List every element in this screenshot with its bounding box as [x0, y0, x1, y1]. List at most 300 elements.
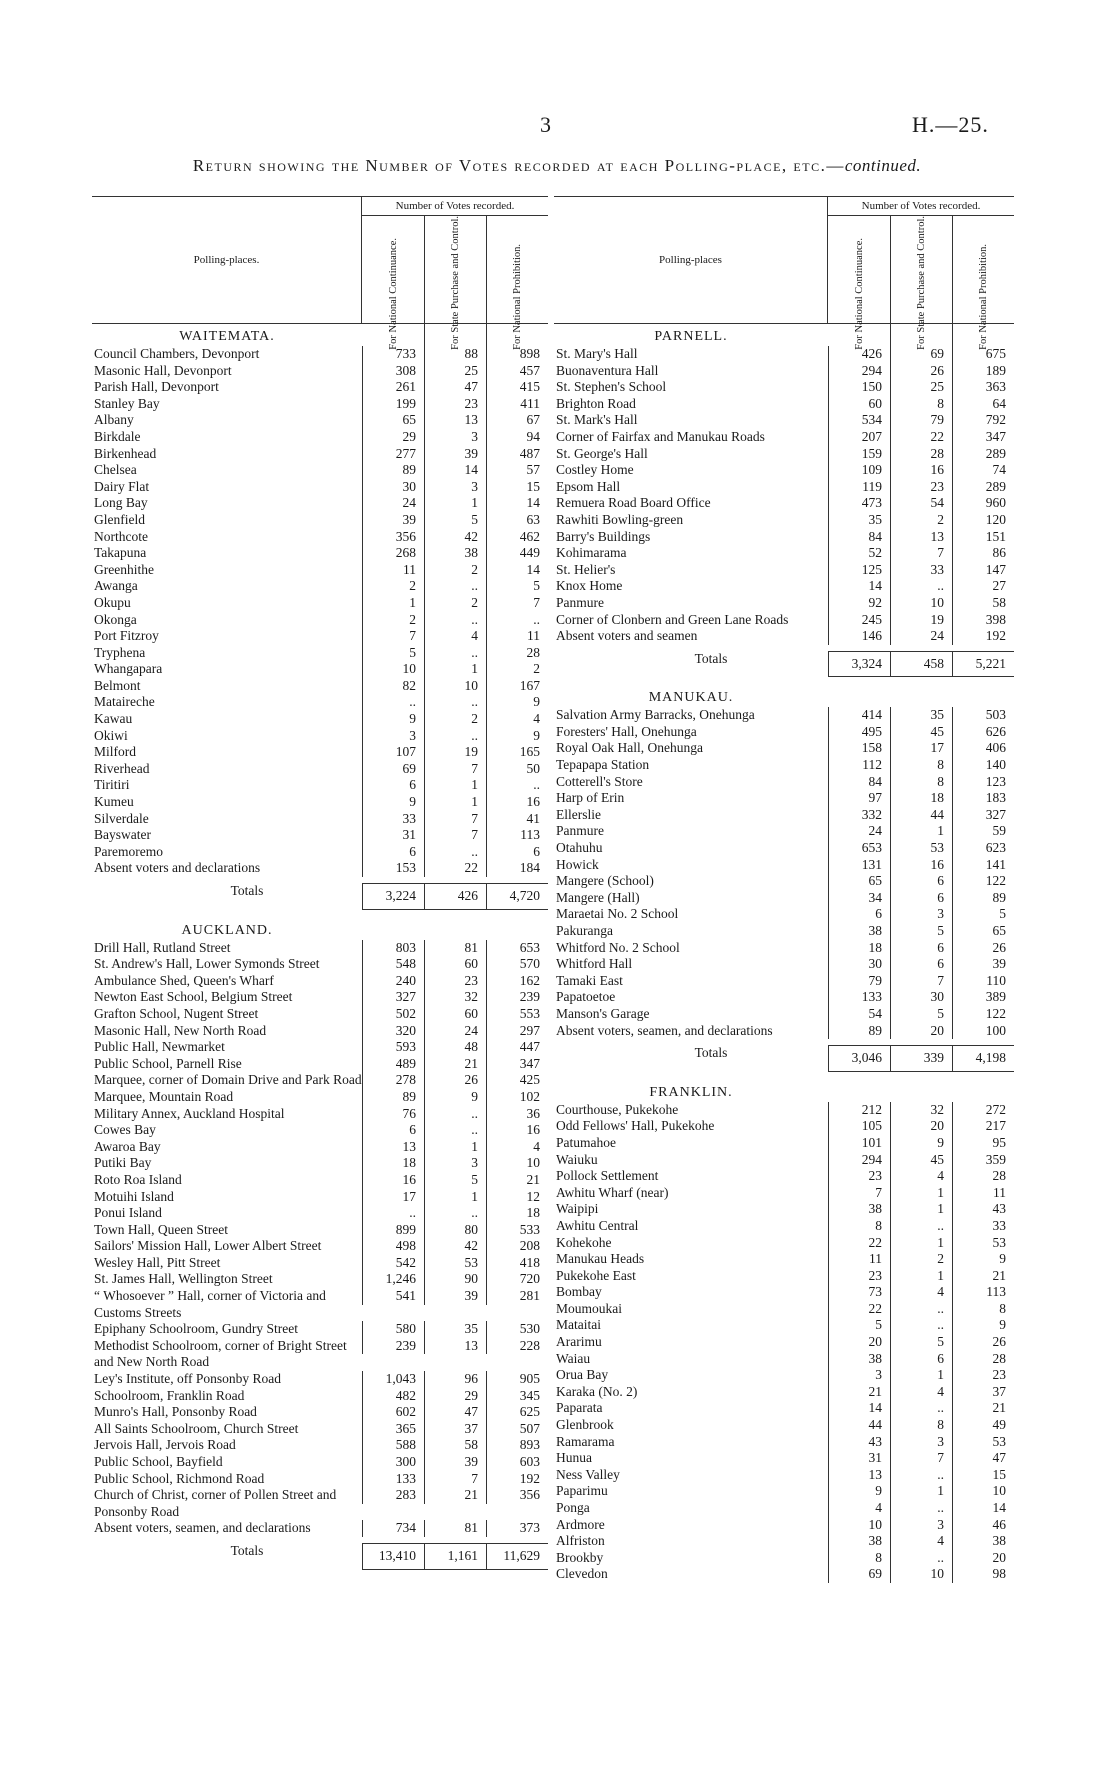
- votes-state-purchase: ..: [890, 578, 952, 595]
- votes-national-prohibition: 418: [486, 1255, 548, 1272]
- totals-label: Totals: [694, 1045, 728, 1061]
- polling-place: Cotterell's Store: [556, 773, 643, 789]
- polling-place: Panmure: [556, 594, 604, 610]
- polling-place: Ponga: [556, 1500, 590, 1515]
- votes-national-prohibition: 11: [486, 628, 548, 645]
- table-row: [92, 827, 548, 844]
- votes-national-continuance: 24: [828, 823, 890, 840]
- table-row: [554, 1268, 1014, 1285]
- votes-national-prohibition: 553: [486, 1006, 548, 1023]
- polling-place: Epiphany Schoolroom, Gundry Street: [94, 1321, 298, 1337]
- votes-national-prohibition: 49: [952, 1417, 1014, 1434]
- votes-national-continuance: 199: [362, 396, 424, 413]
- table-row: [554, 1450, 1014, 1467]
- votes-national-continuance: 125: [828, 562, 890, 579]
- votes-state-purchase: 1: [424, 1139, 486, 1156]
- votes-state-purchase: 1: [890, 1268, 952, 1285]
- votes-national-prohibition: 100: [952, 1023, 1014, 1040]
- table-row: [554, 1152, 1014, 1169]
- table-row: [554, 379, 1014, 396]
- votes-national-continuance: 9: [828, 1483, 890, 1500]
- votes-national-prohibition: 94: [486, 429, 548, 446]
- polling-place: Barry's Buildings: [556, 528, 651, 544]
- table-row: [92, 744, 548, 761]
- table-row: [554, 1367, 1014, 1384]
- votes-state-purchase: 1: [424, 495, 486, 512]
- votes-state-purchase: 28: [890, 446, 952, 463]
- votes-national-prohibition: 398: [952, 612, 1014, 629]
- votes-national-prohibition: 411: [486, 396, 548, 413]
- table-row: [554, 1384, 1014, 1401]
- polling-place: Wesley Hall, Pitt Street: [94, 1254, 221, 1270]
- votes-national-prohibition: 47: [952, 1450, 1014, 1467]
- totals-row: [92, 883, 548, 910]
- votes-national-continuance: 7: [828, 1185, 890, 1202]
- table-row: [554, 1168, 1014, 1185]
- votes-national-continuance: 18: [828, 940, 890, 957]
- votes-national-continuance: 356: [362, 529, 424, 546]
- votes-national-continuance: 11: [828, 1251, 890, 1268]
- table-row: [554, 346, 1014, 363]
- polling-place: Rawhiti Bowling-green: [556, 511, 684, 527]
- votes-state-purchase: ..: [890, 1218, 952, 1235]
- votes-state-purchase: 1: [890, 1235, 952, 1252]
- votes-national-continuance: 593: [362, 1039, 424, 1056]
- votes-national-continuance: 107: [362, 744, 424, 761]
- polling-place: Public School, Richmond Road: [94, 1470, 265, 1486]
- polling-place: Parish Hall, Devonport: [94, 379, 219, 395]
- votes-national-continuance: 4: [828, 1500, 890, 1517]
- table-row: [92, 628, 548, 645]
- polling-place: Absent voters and seamen: [556, 628, 698, 644]
- votes-national-prohibition: 289: [952, 479, 1014, 496]
- right-sections: [554, 324, 1014, 1583]
- votes-state-purchase: 8: [890, 774, 952, 791]
- votes-national-continuance: 734: [362, 1520, 424, 1537]
- votes-national-prohibition: 192: [486, 1471, 548, 1488]
- votes-state-purchase: 6: [890, 956, 952, 973]
- votes-national-prohibition: 41: [486, 811, 548, 828]
- polling-place: Manukau Heads: [556, 1251, 645, 1267]
- total-national-continuance: 13,410: [362, 1543, 424, 1570]
- votes-state-purchase: 9: [890, 1135, 952, 1152]
- votes-national-prohibition: 363: [952, 379, 1014, 396]
- table-row: [92, 595, 548, 612]
- header-state-purchase: For State Purchase and Control.: [450, 216, 461, 350]
- votes-national-continuance: 332: [828, 807, 890, 824]
- table-row: [554, 1301, 1014, 1318]
- votes-national-continuance: 733: [362, 346, 424, 363]
- votes-national-continuance: 14: [828, 578, 890, 595]
- table-row: [92, 1321, 548, 1338]
- votes-state-purchase: ..: [424, 844, 486, 861]
- votes-national-continuance: 97: [828, 790, 890, 807]
- table-row: [92, 462, 548, 479]
- votes-state-purchase: 88: [424, 346, 486, 363]
- polling-place: Royal Oak Hall, Onehunga: [556, 740, 703, 756]
- votes-state-purchase: 3: [424, 1155, 486, 1172]
- votes-state-purchase: 47: [424, 1404, 486, 1421]
- polling-place: Kohekohe: [556, 1234, 612, 1250]
- table-row: [92, 1139, 548, 1156]
- votes-state-purchase: 7: [890, 973, 952, 990]
- table-row: [554, 940, 1014, 957]
- polling-place: Tryphena: [94, 644, 146, 660]
- polling-place: Whangapara: [94, 661, 163, 677]
- votes-national-continuance: 69: [828, 1566, 890, 1583]
- votes-national-continuance: 245: [828, 612, 890, 629]
- polling-place: Corner of Fairfax and Manukau Roads: [556, 428, 765, 444]
- votes-national-prohibition: 327: [952, 807, 1014, 824]
- votes-national-continuance: 30: [828, 956, 890, 973]
- table-row: [92, 1205, 548, 1222]
- polling-place: Karaka (No. 2): [556, 1383, 638, 1399]
- table-row: [92, 1454, 548, 1471]
- polling-place: Salvation Army Barracks, Onehunga: [556, 707, 755, 723]
- votes-national-prohibition: 905: [486, 1371, 548, 1388]
- polling-place: Pakuranga: [556, 923, 613, 938]
- votes-national-continuance: 803: [362, 940, 424, 957]
- totals-row: [554, 651, 1014, 678]
- polling-place: Ramarama: [556, 1433, 615, 1449]
- total-state-purchase: 458: [890, 651, 952, 678]
- votes-state-purchase: 45: [890, 724, 952, 741]
- votes-national-prohibition: 15: [486, 479, 548, 496]
- votes-national-prohibition: 281: [486, 1288, 548, 1305]
- votes-national-continuance: 6: [362, 777, 424, 794]
- table-row: [92, 545, 548, 562]
- votes-national-continuance: 131: [828, 857, 890, 874]
- votes-national-prohibition: 359: [952, 1152, 1014, 1169]
- votes-state-purchase: 13: [424, 1338, 486, 1355]
- polling-place: Corner of Clonbern and Green Lane Roads: [556, 611, 789, 627]
- polling-place: Grafton School, Nugent Street: [94, 1005, 259, 1021]
- votes-national-prohibition: 16: [486, 794, 548, 811]
- votes-state-purchase: 37: [424, 1421, 486, 1438]
- votes-national-continuance: 17: [362, 1189, 424, 1206]
- votes-state-purchase: 3: [890, 906, 952, 923]
- total-national-continuance: 3,324: [828, 651, 890, 678]
- votes-state-purchase: ..: [424, 694, 486, 711]
- votes-national-continuance: 5: [828, 1317, 890, 1334]
- polling-place: St. Andrew's Hall, Lower Symonds Street: [94, 956, 320, 972]
- votes-state-purchase: 80: [424, 1222, 486, 1239]
- votes-national-continuance: 31: [362, 827, 424, 844]
- votes-state-purchase: 7: [890, 1450, 952, 1467]
- page-number: 3: [540, 112, 551, 137]
- table-row: [92, 661, 548, 678]
- votes-national-continuance: 602: [362, 1404, 424, 1421]
- table-row: [554, 462, 1014, 479]
- votes-state-purchase: 6: [890, 890, 952, 907]
- total-national-prohibition: 4,198: [952, 1045, 1014, 1072]
- votes-national-prohibition: 14: [486, 495, 548, 512]
- votes-national-continuance: 8: [828, 1550, 890, 1567]
- votes-national-continuance: 294: [828, 1152, 890, 1169]
- votes-national-continuance: 73: [828, 1284, 890, 1301]
- votes-national-continuance: ..: [362, 1205, 424, 1222]
- polling-place: Absent voters and declarations: [94, 860, 261, 876]
- table-row: [554, 1434, 1014, 1451]
- votes-national-prohibition: 297: [486, 1023, 548, 1040]
- votes-national-prohibition: 16: [486, 1122, 548, 1139]
- votes-national-continuance: 365: [362, 1421, 424, 1438]
- votes-national-prohibition: 110: [952, 973, 1014, 990]
- votes-national-continuance: 899: [362, 1222, 424, 1239]
- polling-place: Howick: [556, 856, 599, 872]
- votes-national-continuance: 69: [362, 761, 424, 778]
- table-row: [554, 1201, 1014, 1218]
- votes-national-prohibition: 123: [952, 774, 1014, 791]
- votes-national-prohibition: 28: [486, 645, 548, 662]
- votes-state-purchase: ..: [890, 1550, 952, 1567]
- votes-national-continuance: 109: [828, 462, 890, 479]
- votes-national-prohibition: 9: [486, 694, 548, 711]
- votes-state-purchase: ..: [424, 645, 486, 662]
- votes-national-continuance: 1: [362, 595, 424, 612]
- table-row: [554, 1006, 1014, 1023]
- votes-state-purchase: 1: [424, 777, 486, 794]
- votes-national-prohibition: 120: [952, 512, 1014, 529]
- votes-national-continuance: 112: [828, 757, 890, 774]
- table-row: [554, 1251, 1014, 1268]
- votes-national-continuance: 33: [362, 811, 424, 828]
- polling-place: Riverhead: [94, 760, 150, 776]
- votes-state-purchase: 8: [890, 757, 952, 774]
- votes-state-purchase: 38: [424, 545, 486, 562]
- header-votes-title: Number of Votes recorded.: [362, 197, 548, 216]
- polling-place: Masonic Hall, Devonport: [94, 362, 232, 378]
- votes-national-continuance: 159: [828, 446, 890, 463]
- votes-national-prohibition: 39: [952, 956, 1014, 973]
- left-column-table: [92, 196, 548, 1578]
- votes-national-continuance: 6: [362, 844, 424, 861]
- votes-national-prohibition: 141: [952, 857, 1014, 874]
- table-row: [92, 363, 548, 380]
- section-spacer: [92, 1570, 548, 1578]
- polling-place: Birkenhead: [94, 445, 157, 461]
- table-row: [554, 1351, 1014, 1368]
- table-row: [92, 711, 548, 728]
- votes-national-continuance: 308: [362, 363, 424, 380]
- votes-national-continuance: 502: [362, 1006, 424, 1023]
- votes-national-continuance: 11: [362, 562, 424, 579]
- votes-national-continuance: 6: [362, 1122, 424, 1139]
- votes-national-continuance: 119: [828, 479, 890, 496]
- polling-place: Drill Hall, Rutland Street: [94, 939, 231, 955]
- table-row: [554, 512, 1014, 529]
- votes-state-purchase: 16: [890, 462, 952, 479]
- votes-state-purchase: 58: [424, 1437, 486, 1454]
- votes-national-continuance: 54: [828, 1006, 890, 1023]
- votes-state-purchase: 53: [424, 1255, 486, 1272]
- votes-national-prohibition: ..: [486, 777, 548, 794]
- total-national-continuance: 3,046: [828, 1045, 890, 1072]
- votes-national-prohibition: 46: [952, 1517, 1014, 1534]
- votes-national-prohibition: 43: [952, 1201, 1014, 1218]
- votes-national-continuance: 2: [362, 612, 424, 629]
- polling-place: Ponui Island: [94, 1205, 162, 1221]
- polling-place: Remuera Road Board Office: [556, 495, 711, 511]
- table-row: [554, 396, 1014, 413]
- votes-national-prohibition: 893: [486, 1437, 548, 1454]
- votes-national-prohibition: 23: [952, 1367, 1014, 1384]
- votes-national-prohibition: 26: [952, 1334, 1014, 1351]
- table-row: [554, 724, 1014, 741]
- votes-national-continuance: 76: [362, 1106, 424, 1123]
- polling-place: Kumeu: [94, 794, 134, 810]
- polling-place: Waiau: [556, 1350, 591, 1366]
- votes-national-continuance: 294: [828, 363, 890, 380]
- votes-state-purchase: 5: [424, 1172, 486, 1189]
- votes-national-prohibition: 228: [486, 1338, 548, 1355]
- votes-national-prohibition: 11: [952, 1185, 1014, 1202]
- votes-national-prohibition: 89: [952, 890, 1014, 907]
- polling-place: Public School, Parnell Rise: [94, 1055, 242, 1071]
- votes-state-purchase: 19: [424, 744, 486, 761]
- votes-national-prohibition: 960: [952, 495, 1014, 512]
- votes-national-prohibition: 28: [952, 1351, 1014, 1368]
- votes-state-purchase: 24: [424, 1023, 486, 1040]
- votes-national-continuance: 653: [828, 840, 890, 857]
- polling-place: Greenhithe: [94, 561, 154, 577]
- polling-place: Kawau: [94, 711, 133, 727]
- document-reference: H.—25.: [912, 112, 989, 137]
- table-row: [554, 612, 1014, 629]
- votes-national-continuance: 482: [362, 1388, 424, 1405]
- votes-state-purchase: 4: [424, 628, 486, 645]
- table-row: [92, 479, 548, 496]
- votes-national-continuance: 39: [362, 512, 424, 529]
- votes-state-purchase: 10: [890, 1566, 952, 1583]
- table-row: [92, 1271, 548, 1288]
- table-row: [554, 1185, 1014, 1202]
- totals-label: Totals: [230, 1542, 264, 1558]
- votes-state-purchase: ..: [890, 1317, 952, 1334]
- table-row: [554, 578, 1014, 595]
- votes-national-continuance: 133: [362, 1471, 424, 1488]
- polling-place: Patumahoe: [556, 1134, 616, 1150]
- votes-state-purchase: 39: [424, 446, 486, 463]
- polling-place: Epsom Hall: [556, 478, 621, 494]
- table-row: [92, 429, 548, 446]
- votes-state-purchase: 81: [424, 940, 486, 957]
- votes-national-prohibition: 356: [486, 1487, 548, 1504]
- votes-national-continuance: 3: [828, 1367, 890, 1384]
- votes-national-continuance: 489: [362, 1056, 424, 1073]
- polling-place: Cowes Bay: [94, 1122, 156, 1138]
- votes-state-purchase: 90: [424, 1271, 486, 1288]
- votes-national-continuance: 1,043: [362, 1371, 424, 1388]
- votes-national-prohibition: 10: [952, 1483, 1014, 1500]
- votes-national-continuance: 498: [362, 1238, 424, 1255]
- votes-national-prohibition: 192: [952, 628, 1014, 645]
- polling-place: Glenfield: [94, 511, 145, 527]
- table-row: [554, 1023, 1014, 1040]
- votes-national-prohibition: 21: [952, 1400, 1014, 1417]
- polling-place: Odd Fellows' Hall, Pukekohe: [556, 1118, 715, 1134]
- votes-national-continuance: 158: [828, 740, 890, 757]
- votes-national-continuance: 38: [828, 1351, 890, 1368]
- votes-national-continuance: 320: [362, 1023, 424, 1040]
- table-row: [554, 1500, 1014, 1517]
- votes-state-purchase: 1: [890, 1201, 952, 1218]
- table-row: [554, 774, 1014, 791]
- votes-national-continuance: 13: [828, 1467, 890, 1484]
- table-row: [92, 512, 548, 529]
- polling-place: Paparata: [556, 1400, 603, 1416]
- votes-national-continuance: 30: [362, 479, 424, 496]
- page-title: [0, 156, 1114, 176]
- table-row: [92, 1388, 548, 1405]
- votes-national-prohibition: 14: [952, 1500, 1014, 1517]
- votes-state-purchase: 32: [424, 989, 486, 1006]
- table-row: [92, 1039, 548, 1056]
- title-main: Return showing the Number of Votes recorded at each Polling-place, etc.—: [192, 156, 845, 175]
- table-row: [92, 1255, 548, 1272]
- votes-national-prohibition: 57: [486, 462, 548, 479]
- votes-national-prohibition: 58: [952, 595, 1014, 612]
- polling-place: Knox Home: [556, 578, 623, 594]
- votes-national-continuance: 153: [362, 860, 424, 877]
- votes-national-prohibition: 406: [952, 740, 1014, 757]
- votes-state-purchase: 1: [424, 794, 486, 811]
- polling-place: Ley's Institute, off Ponsonby Road: [94, 1371, 282, 1387]
- votes-state-purchase: 19: [890, 612, 952, 629]
- votes-national-continuance: 10: [362, 661, 424, 678]
- title-continued: continued.: [844, 156, 922, 175]
- header-national-continuance: For National Continuance.: [853, 238, 865, 350]
- votes-national-continuance: 84: [828, 529, 890, 546]
- table-row: [92, 379, 548, 396]
- votes-national-continuance: 14: [828, 1400, 890, 1417]
- total-state-purchase: 339: [890, 1045, 952, 1072]
- votes-state-purchase: 5: [890, 923, 952, 940]
- votes-national-prohibition: 720: [486, 1271, 548, 1288]
- table-row: [92, 973, 548, 990]
- votes-national-continuance: 3: [362, 728, 424, 745]
- votes-national-prohibition: 67: [486, 412, 548, 429]
- votes-national-prohibition: 8: [952, 1301, 1014, 1318]
- votes-state-purchase: 5: [890, 1006, 952, 1023]
- votes-national-prohibition: 457: [486, 363, 548, 380]
- polling-place: Mangere (School): [556, 873, 654, 889]
- polling-place: St. George's Hall: [556, 445, 648, 461]
- table-row: [554, 1566, 1014, 1583]
- votes-national-prohibition: 217: [952, 1118, 1014, 1135]
- votes-national-prohibition: 389: [952, 989, 1014, 1006]
- votes-national-prohibition: 208: [486, 1238, 548, 1255]
- votes-national-continuance: 34: [828, 890, 890, 907]
- votes-state-purchase: 1: [890, 823, 952, 840]
- votes-national-prohibition: 167: [486, 678, 548, 695]
- votes-state-purchase: 33: [890, 562, 952, 579]
- polling-place: Okupu: [94, 594, 131, 610]
- district-heading: AUCKLAND.: [181, 922, 273, 938]
- votes-national-prohibition: 345: [486, 1388, 548, 1405]
- votes-state-purchase: ..: [424, 578, 486, 595]
- votes-national-continuance: 22: [828, 1301, 890, 1318]
- district-heading: PARNELL.: [654, 329, 728, 344]
- votes-state-purchase: 2: [424, 562, 486, 579]
- votes-national-continuance: 24: [362, 495, 424, 512]
- table-row: [92, 1023, 548, 1040]
- polling-place: Ellerslie: [556, 806, 601, 822]
- polling-place: Alfriston: [556, 1533, 605, 1549]
- table-row: [92, 860, 548, 877]
- votes-national-prohibition: 26: [952, 940, 1014, 957]
- votes-state-purchase: 4: [890, 1384, 952, 1401]
